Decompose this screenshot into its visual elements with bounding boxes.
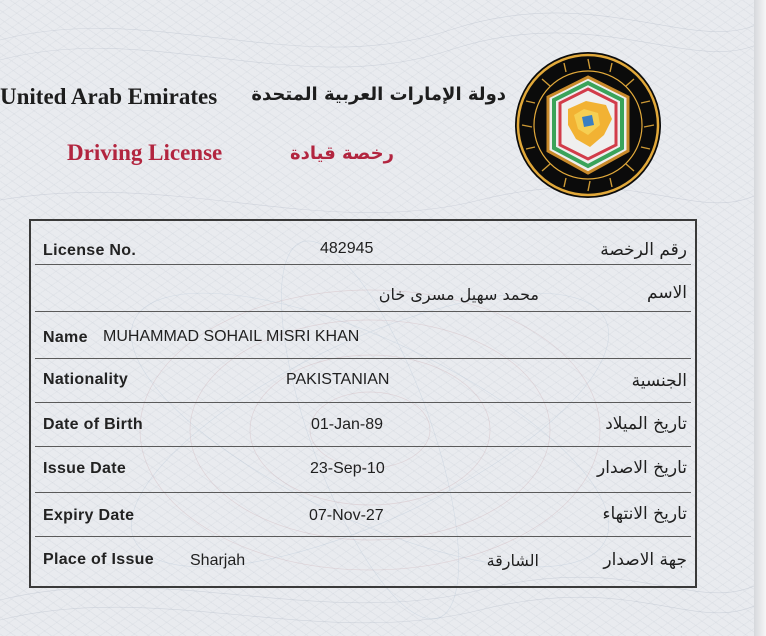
name-value: MUHAMMAD SOHAIL MISRI KHAN	[103, 328, 360, 345]
nationality-label: Nationality	[43, 371, 129, 388]
country-title-en: United Arab Emirates	[0, 84, 218, 109]
issue-date-row	[35, 447, 691, 493]
card-edge	[754, 0, 766, 636]
dob-label: Date of Birth	[43, 416, 143, 433]
nationality-label-ar: الجنسية	[631, 371, 687, 391]
document-title-en: Driving License	[67, 140, 223, 165]
dob-value: 01-Jan-89	[311, 416, 384, 433]
country-title-ar: دولة الإمارات العربية المتحدة	[251, 84, 506, 105]
expiry-date-row	[35, 493, 691, 537]
name-ar-label: الاسم	[647, 283, 687, 303]
dob-row	[35, 403, 691, 447]
gcc-emblem-icon	[514, 51, 662, 199]
place-of-issue-value-ar: الشارقة	[486, 551, 539, 570]
issue-date-value: 23-Sep-10	[310, 460, 385, 477]
document-title-ar: رخصة قيادة	[289, 143, 394, 164]
license-no-row	[35, 221, 691, 265]
license-no-label-ar: رقم الرخصة	[600, 240, 687, 260]
name-ar-value: محمد سهيل مسرى خان	[378, 285, 539, 304]
name-label: Name	[43, 329, 88, 346]
license-no-label: License No.	[43, 242, 137, 259]
issue-date-label-ar: تاريخ الاصدار	[597, 458, 687, 478]
place-of-issue-label-ar: جهة الاصدار	[603, 550, 687, 570]
expiry-date-value: 07-Nov-27	[309, 507, 384, 524]
name-ar-row	[35, 265, 691, 312]
place-of-issue-row	[35, 537, 691, 586]
name-row	[35, 312, 691, 359]
issue-date-label: Issue Date	[43, 460, 127, 477]
license-no-value: 482945	[320, 240, 374, 257]
expiry-date-label-ar: تاريخ الانتهاء	[602, 504, 687, 524]
place-of-issue-value: Sharjah	[190, 552, 246, 569]
place-of-issue-label: Place of Issue	[43, 551, 154, 568]
expiry-date-label: Expiry Date	[43, 507, 135, 524]
nationality-row	[35, 359, 691, 403]
nationality-value: PAKISTANIAN	[286, 371, 390, 388]
dob-label-ar: تاريخ الميلاد	[605, 414, 687, 434]
